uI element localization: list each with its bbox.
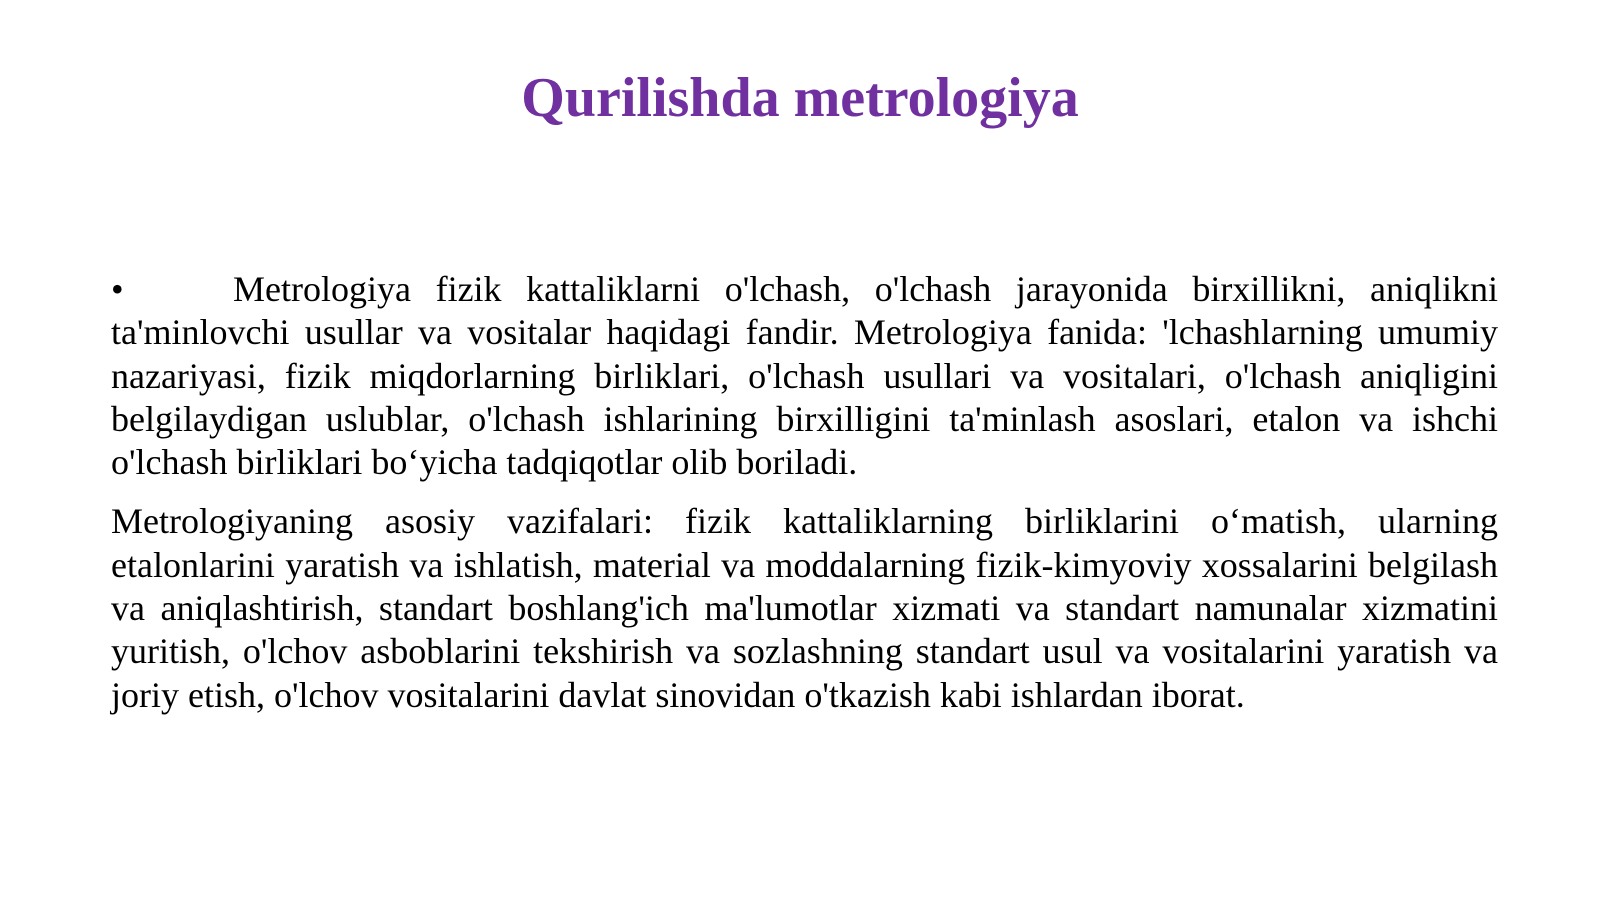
paragraph-tasks: Metrologiyaning asosiy vazifalari: fizik kattaliklarning birliklarini o‘matish, ularning etalonlarini yaratish va ishlatish, material va moddalarning fizik-kimyoviy xossalarini belgilash va aniqlashtirish, standart boshlang'ich ma'lumotlar xizmati va standart namunalar xizmatini yuritish, o'lchov asboblarini tekshirish va sozlashning standart usul va vositalarini yaratish va joriy etish, o'lchov vositalarini davlat sinovidan o'tkazish kabi ishlardan iborat.	[111, 501, 1498, 715]
paragraph-definition-text: Metrologiya fizik kattaliklarni o'lchash, o'lchash jarayonida birxillikni, aniqlikni ta'minlovchi usullar va vositalar haqidagi fandir. Metrologiya fanida: 'lchashlarning umumiy nazariyasi, fizik miqdorlarning birliklari, o'lchash usullari va vositalari, o'lchash aniqligini belgilaydigan uslublar, o'lchash ishlarining birxilligini ta'minlash asoslari, etalon va ishchi o'lchash birliklari bo‘yicha tadqiqotlar olib boriladi.	[111, 269, 1498, 483]
bullet-icon: •	[111, 269, 124, 309]
slide-title: Qurilishda metrologiya	[521, 67, 1079, 129]
slide-body	[111, 268, 1498, 717]
paragraph-definition	[111, 268, 1498, 484]
